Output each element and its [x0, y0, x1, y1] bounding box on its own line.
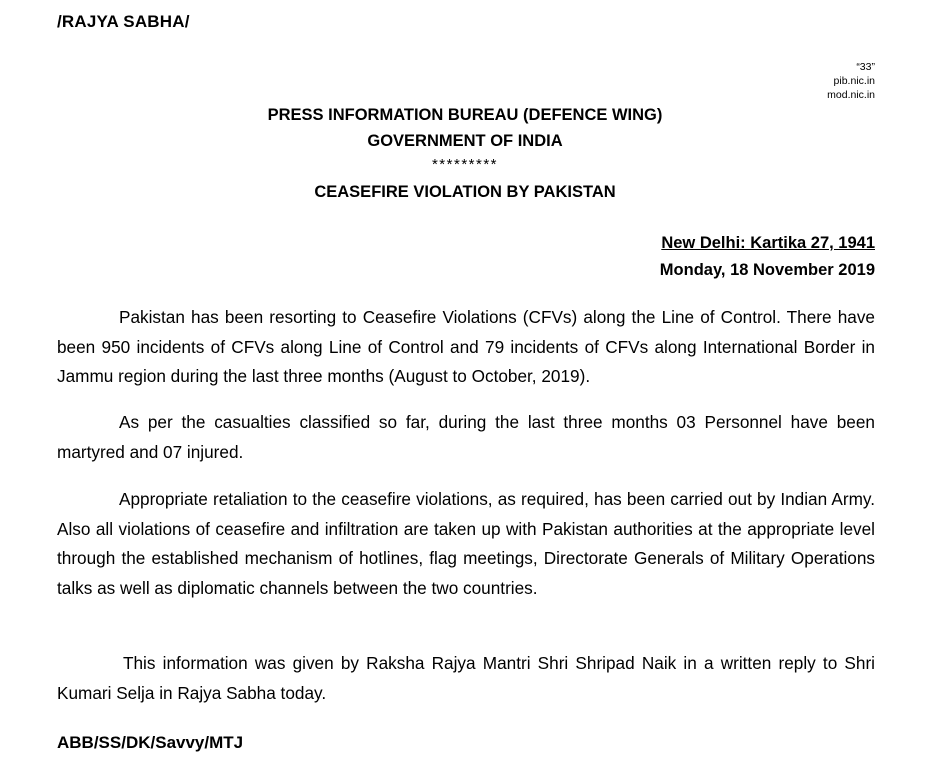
release-title: CEASEFIRE VIOLATION BY PAKISTAN	[314, 183, 616, 201]
reference-block	[827, 60, 875, 102]
body-paragraph: Appropriate retaliation to the ceasefire violations, as required, has been carried out by Indian Army. Also all violations of ceasefire and infiltration are taken up with Pakistan authorities at the appropriate level through the established mechanism of hotlines, flag meetings, Directorate Generals of Military Operations talks as well as diplomatic channels between the two countries.	[57, 489, 875, 598]
dateline	[660, 230, 875, 284]
body-paragraph: Pakistan has been resorting to Ceasefire Violations (CFVs) along the Line of Control. There have been 950 incidents of CFVs along Line of Control and 79 incidents of CFVs along International Border in Jammu region during the last three months (August to October, 2019).	[57, 307, 875, 386]
body-paragraph: This information was given by Raksha Rajya Mantri Shri Shripad Naik in a written reply to Shri Kumari Selja in Rajya Sabha today.	[57, 653, 875, 703]
dateline-day-date: Monday, 18 November 2019	[659, 261, 875, 279]
issuer-heading: PRESS INFORMATION BUREAU (DEFENCE WING)	[267, 106, 663, 124]
reference-site-pib: pib.nic.in	[833, 75, 875, 87]
body-paragraph: As per the casualties classified so far, during the last three months 03 Personnel have been martyred and 07 injured.	[57, 412, 875, 462]
reference-number: “33”	[856, 61, 875, 73]
heading-separator: *********	[431, 156, 499, 173]
house-label: /RAJYA SABHA/	[57, 12, 190, 31]
government-heading: GOVERNMENT OF INDIA	[367, 132, 563, 150]
dateline-place-date: New Delhi: Kartika 27, 1941	[661, 234, 875, 252]
footer-initials: ABB/SS/DK/Savvy/MTJ	[57, 733, 244, 752]
reference-site-mod: mod.nic.in	[827, 89, 875, 101]
